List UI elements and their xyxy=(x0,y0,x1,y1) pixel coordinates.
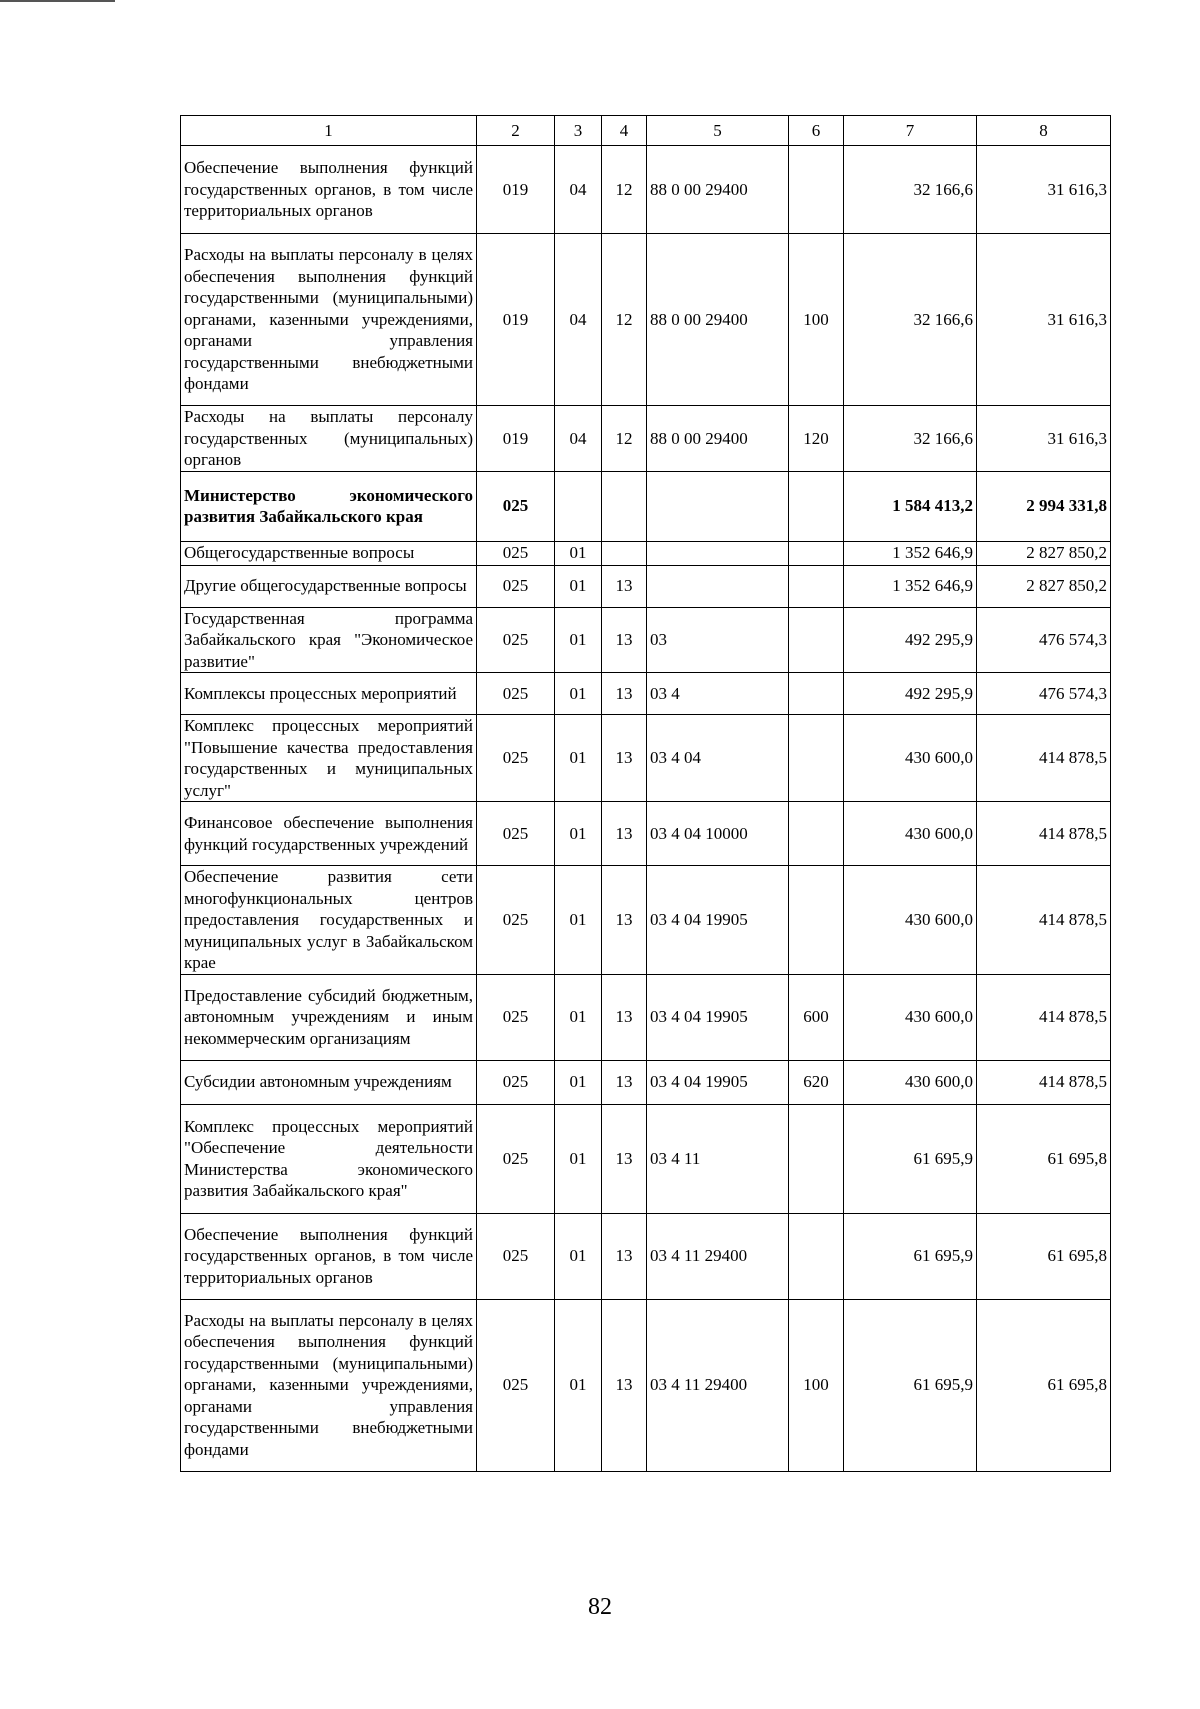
amount-year1-cell: 61 695,9 xyxy=(844,1104,977,1213)
subsection-cell: 13 xyxy=(602,1104,647,1213)
subsection-cell: 13 xyxy=(602,1060,647,1104)
header-col-8: 8 xyxy=(977,116,1111,146)
expense-type-cell: 100 xyxy=(789,234,844,406)
section-cell: 01 xyxy=(555,974,602,1060)
amount-year1-cell: 32 166,6 xyxy=(844,406,977,472)
header-col-3: 3 xyxy=(555,116,602,146)
target-article-cell: 03 4 11 29400 xyxy=(647,1299,789,1471)
table-row xyxy=(181,234,1111,406)
subsection-cell: 13 xyxy=(602,715,647,802)
amount-year1-cell: 1 352 646,9 xyxy=(844,565,977,607)
section-cell: 01 xyxy=(555,866,602,975)
ministry-code-cell: 025 xyxy=(477,541,555,565)
subsection-cell: 13 xyxy=(602,607,647,673)
amount-year1-cell: 1 584 413,2 xyxy=(844,471,977,541)
amount-year1-cell: 61 695,9 xyxy=(844,1299,977,1471)
header-col-1: 1 xyxy=(181,116,477,146)
target-article-cell: 03 4 11 xyxy=(647,1104,789,1213)
expense-name-cell: Расходы на выплаты персоналу в целях обеспечения выполнения функций государственными (муниципальными) органами, казенными учреждениями, органами управления государственными внебюджетными фондами xyxy=(181,234,477,406)
section-cell: 04 xyxy=(555,146,602,234)
expense-name-cell: Обеспечение выполнения функций государственных органов, в том числе территориальных органов xyxy=(181,146,477,234)
table-row xyxy=(181,471,1111,541)
table-row xyxy=(181,866,1111,975)
table-row xyxy=(181,974,1111,1060)
ministry-code-cell: 025 xyxy=(477,866,555,975)
header-row xyxy=(181,116,1111,146)
expense-type-cell xyxy=(789,715,844,802)
section-cell: 01 xyxy=(555,607,602,673)
amount-year2-cell: 61 695,8 xyxy=(977,1104,1111,1213)
header-col-4: 4 xyxy=(602,116,647,146)
expense-type-cell xyxy=(789,866,844,975)
target-article-cell: 03 4 04 xyxy=(647,715,789,802)
top-rule xyxy=(0,0,115,2)
expense-name-cell: Общегосударственные вопросы xyxy=(181,541,477,565)
target-article-cell: 03 4 04 19905 xyxy=(647,1060,789,1104)
subsection-cell xyxy=(602,471,647,541)
section-cell: 01 xyxy=(555,802,602,866)
section-cell: 01 xyxy=(555,541,602,565)
ministry-code-cell: 025 xyxy=(477,565,555,607)
table-row xyxy=(181,802,1111,866)
header-col-5: 5 xyxy=(647,116,789,146)
table-row xyxy=(181,715,1111,802)
target-article-cell: 03 4 xyxy=(647,673,789,715)
budget-table xyxy=(180,115,1111,1472)
expense-name-cell: Финансовое обеспечение выполнения функций государственных учреждений xyxy=(181,802,477,866)
ministry-code-cell: 025 xyxy=(477,471,555,541)
amount-year2-cell: 61 695,8 xyxy=(977,1299,1111,1471)
section-cell: 01 xyxy=(555,715,602,802)
table-row xyxy=(181,1104,1111,1213)
amount-year1-cell: 430 600,0 xyxy=(844,974,977,1060)
expense-name-cell: Расходы на выплаты персоналу государственных (муниципальных) органов xyxy=(181,406,477,472)
table-row xyxy=(181,1213,1111,1299)
target-article-cell: 88 0 00 29400 xyxy=(647,146,789,234)
expense-name-cell: Обеспечение выполнения функций государственных органов, в том числе территориальных органов xyxy=(181,1213,477,1299)
target-article-cell xyxy=(647,565,789,607)
target-article-cell: 03 xyxy=(647,607,789,673)
ministry-code-cell: 025 xyxy=(477,974,555,1060)
expense-name-cell: Субсидии автономным учреждениям xyxy=(181,1060,477,1104)
target-article-cell: 03 4 11 29400 xyxy=(647,1213,789,1299)
amount-year1-cell: 61 695,9 xyxy=(844,1213,977,1299)
expense-type-cell xyxy=(789,541,844,565)
subsection-cell: 12 xyxy=(602,234,647,406)
subsection-cell: 13 xyxy=(602,866,647,975)
amount-year2-cell: 414 878,5 xyxy=(977,866,1111,975)
amount-year2-cell: 31 616,3 xyxy=(977,146,1111,234)
amount-year1-cell: 430 600,0 xyxy=(844,1060,977,1104)
amount-year2-cell: 476 574,3 xyxy=(977,673,1111,715)
amount-year2-cell: 414 878,5 xyxy=(977,974,1111,1060)
expense-type-cell: 120 xyxy=(789,406,844,472)
amount-year1-cell: 430 600,0 xyxy=(844,802,977,866)
expense-type-cell xyxy=(789,673,844,715)
amount-year2-cell: 2 827 850,2 xyxy=(977,541,1111,565)
amount-year2-cell: 414 878,5 xyxy=(977,1060,1111,1104)
expense-name-cell: Государственная программа Забайкальского края "Экономическое развитие" xyxy=(181,607,477,673)
expense-type-cell xyxy=(789,607,844,673)
ministry-code-cell: 019 xyxy=(477,406,555,472)
ministry-code-cell: 025 xyxy=(477,802,555,866)
amount-year1-cell: 430 600,0 xyxy=(844,715,977,802)
target-article-cell xyxy=(647,541,789,565)
ministry-code-cell: 025 xyxy=(477,715,555,802)
page-number: 82 xyxy=(588,1594,612,1620)
subsection-cell: 12 xyxy=(602,146,647,234)
expense-type-cell xyxy=(789,565,844,607)
expense-name-cell: Комплекс процессных мероприятий "Обеспечение деятельности Министерства экономического развития Забайкальского края" xyxy=(181,1104,477,1213)
amount-year1-cell: 492 295,9 xyxy=(844,673,977,715)
ministry-code-cell: 025 xyxy=(477,1299,555,1471)
target-article-cell: 88 0 00 29400 xyxy=(647,234,789,406)
header-col-6: 6 xyxy=(789,116,844,146)
subsection-cell: 13 xyxy=(602,802,647,866)
section-cell: 01 xyxy=(555,1299,602,1471)
section-cell: 01 xyxy=(555,565,602,607)
amount-year2-cell: 31 616,3 xyxy=(977,234,1111,406)
expense-type-cell xyxy=(789,1213,844,1299)
amount-year1-cell: 32 166,6 xyxy=(844,146,977,234)
ministry-code-cell: 025 xyxy=(477,1060,555,1104)
expense-name-cell: Комплексы процессных мероприятий xyxy=(181,673,477,715)
amount-year1-cell: 492 295,9 xyxy=(844,607,977,673)
target-article-cell: 03 4 04 10000 xyxy=(647,802,789,866)
expense-name-cell: Расходы на выплаты персоналу в целях обеспечения выполнения функций государственными (муниципальными) органами, казенными учреждениями, органами управления государственными внебюджетными фондами xyxy=(181,1299,477,1471)
section-cell: 01 xyxy=(555,1060,602,1104)
expense-name-cell: Обеспечение развития сети многофункциональных центров предоставления государственных и муниципальных услуг в Забайкальском крае xyxy=(181,866,477,975)
table-row xyxy=(181,541,1111,565)
expense-type-cell: 100 xyxy=(789,1299,844,1471)
table-body xyxy=(181,146,1111,1472)
ministry-code-cell: 025 xyxy=(477,1104,555,1213)
target-article-cell: 03 4 04 19905 xyxy=(647,866,789,975)
expense-type-cell: 600 xyxy=(789,974,844,1060)
amount-year2-cell: 2 994 331,8 xyxy=(977,471,1111,541)
expense-type-cell xyxy=(789,1104,844,1213)
amount-year2-cell: 31 616,3 xyxy=(977,406,1111,472)
ministry-code-cell: 019 xyxy=(477,234,555,406)
subsection-cell: 12 xyxy=(602,406,647,472)
section-cell: 01 xyxy=(555,1104,602,1213)
ministry-code-cell: 025 xyxy=(477,673,555,715)
target-article-cell xyxy=(647,471,789,541)
amount-year1-cell: 430 600,0 xyxy=(844,866,977,975)
table-row xyxy=(181,565,1111,607)
subsection-cell xyxy=(602,541,647,565)
ministry-code-cell: 019 xyxy=(477,146,555,234)
table-row xyxy=(181,673,1111,715)
section-cell: 04 xyxy=(555,234,602,406)
header-col-2: 2 xyxy=(477,116,555,146)
target-article-cell: 88 0 00 29400 xyxy=(647,406,789,472)
ministry-code-cell: 025 xyxy=(477,1213,555,1299)
table-row xyxy=(181,1299,1111,1471)
amount-year2-cell: 414 878,5 xyxy=(977,715,1111,802)
amount-year2-cell: 61 695,8 xyxy=(977,1213,1111,1299)
subsection-cell: 13 xyxy=(602,1299,647,1471)
table-row xyxy=(181,406,1111,472)
expense-name-cell: Министерство экономического развития Забайкальского края xyxy=(181,471,477,541)
header-col-7: 7 xyxy=(844,116,977,146)
expense-type-cell xyxy=(789,471,844,541)
section-cell: 01 xyxy=(555,673,602,715)
amount-year1-cell: 1 352 646,9 xyxy=(844,541,977,565)
section-cell: 01 xyxy=(555,1213,602,1299)
subsection-cell: 13 xyxy=(602,1213,647,1299)
expense-type-cell: 620 xyxy=(789,1060,844,1104)
amount-year2-cell: 2 827 850,2 xyxy=(977,565,1111,607)
expense-name-cell: Комплекс процессных мероприятий "Повышение качества предоставления государственных и муниципальных услуг" xyxy=(181,715,477,802)
subsection-cell: 13 xyxy=(602,565,647,607)
amount-year1-cell: 32 166,6 xyxy=(844,234,977,406)
expense-type-cell xyxy=(789,802,844,866)
amount-year2-cell: 414 878,5 xyxy=(977,802,1111,866)
section-cell xyxy=(555,471,602,541)
ministry-code-cell: 025 xyxy=(477,607,555,673)
table-row xyxy=(181,607,1111,673)
expense-name-cell: Предоставление субсидий бюджетным, автономным учреждениям и иным некоммерческим организациям xyxy=(181,974,477,1060)
subsection-cell: 13 xyxy=(602,974,647,1060)
section-cell: 04 xyxy=(555,406,602,472)
table-row xyxy=(181,1060,1111,1104)
amount-year2-cell: 476 574,3 xyxy=(977,607,1111,673)
table-row xyxy=(181,146,1111,234)
target-article-cell: 03 4 04 19905 xyxy=(647,974,789,1060)
subsection-cell: 13 xyxy=(602,673,647,715)
expense-type-cell xyxy=(789,146,844,234)
expense-name-cell: Другие общегосударственные вопросы xyxy=(181,565,477,607)
